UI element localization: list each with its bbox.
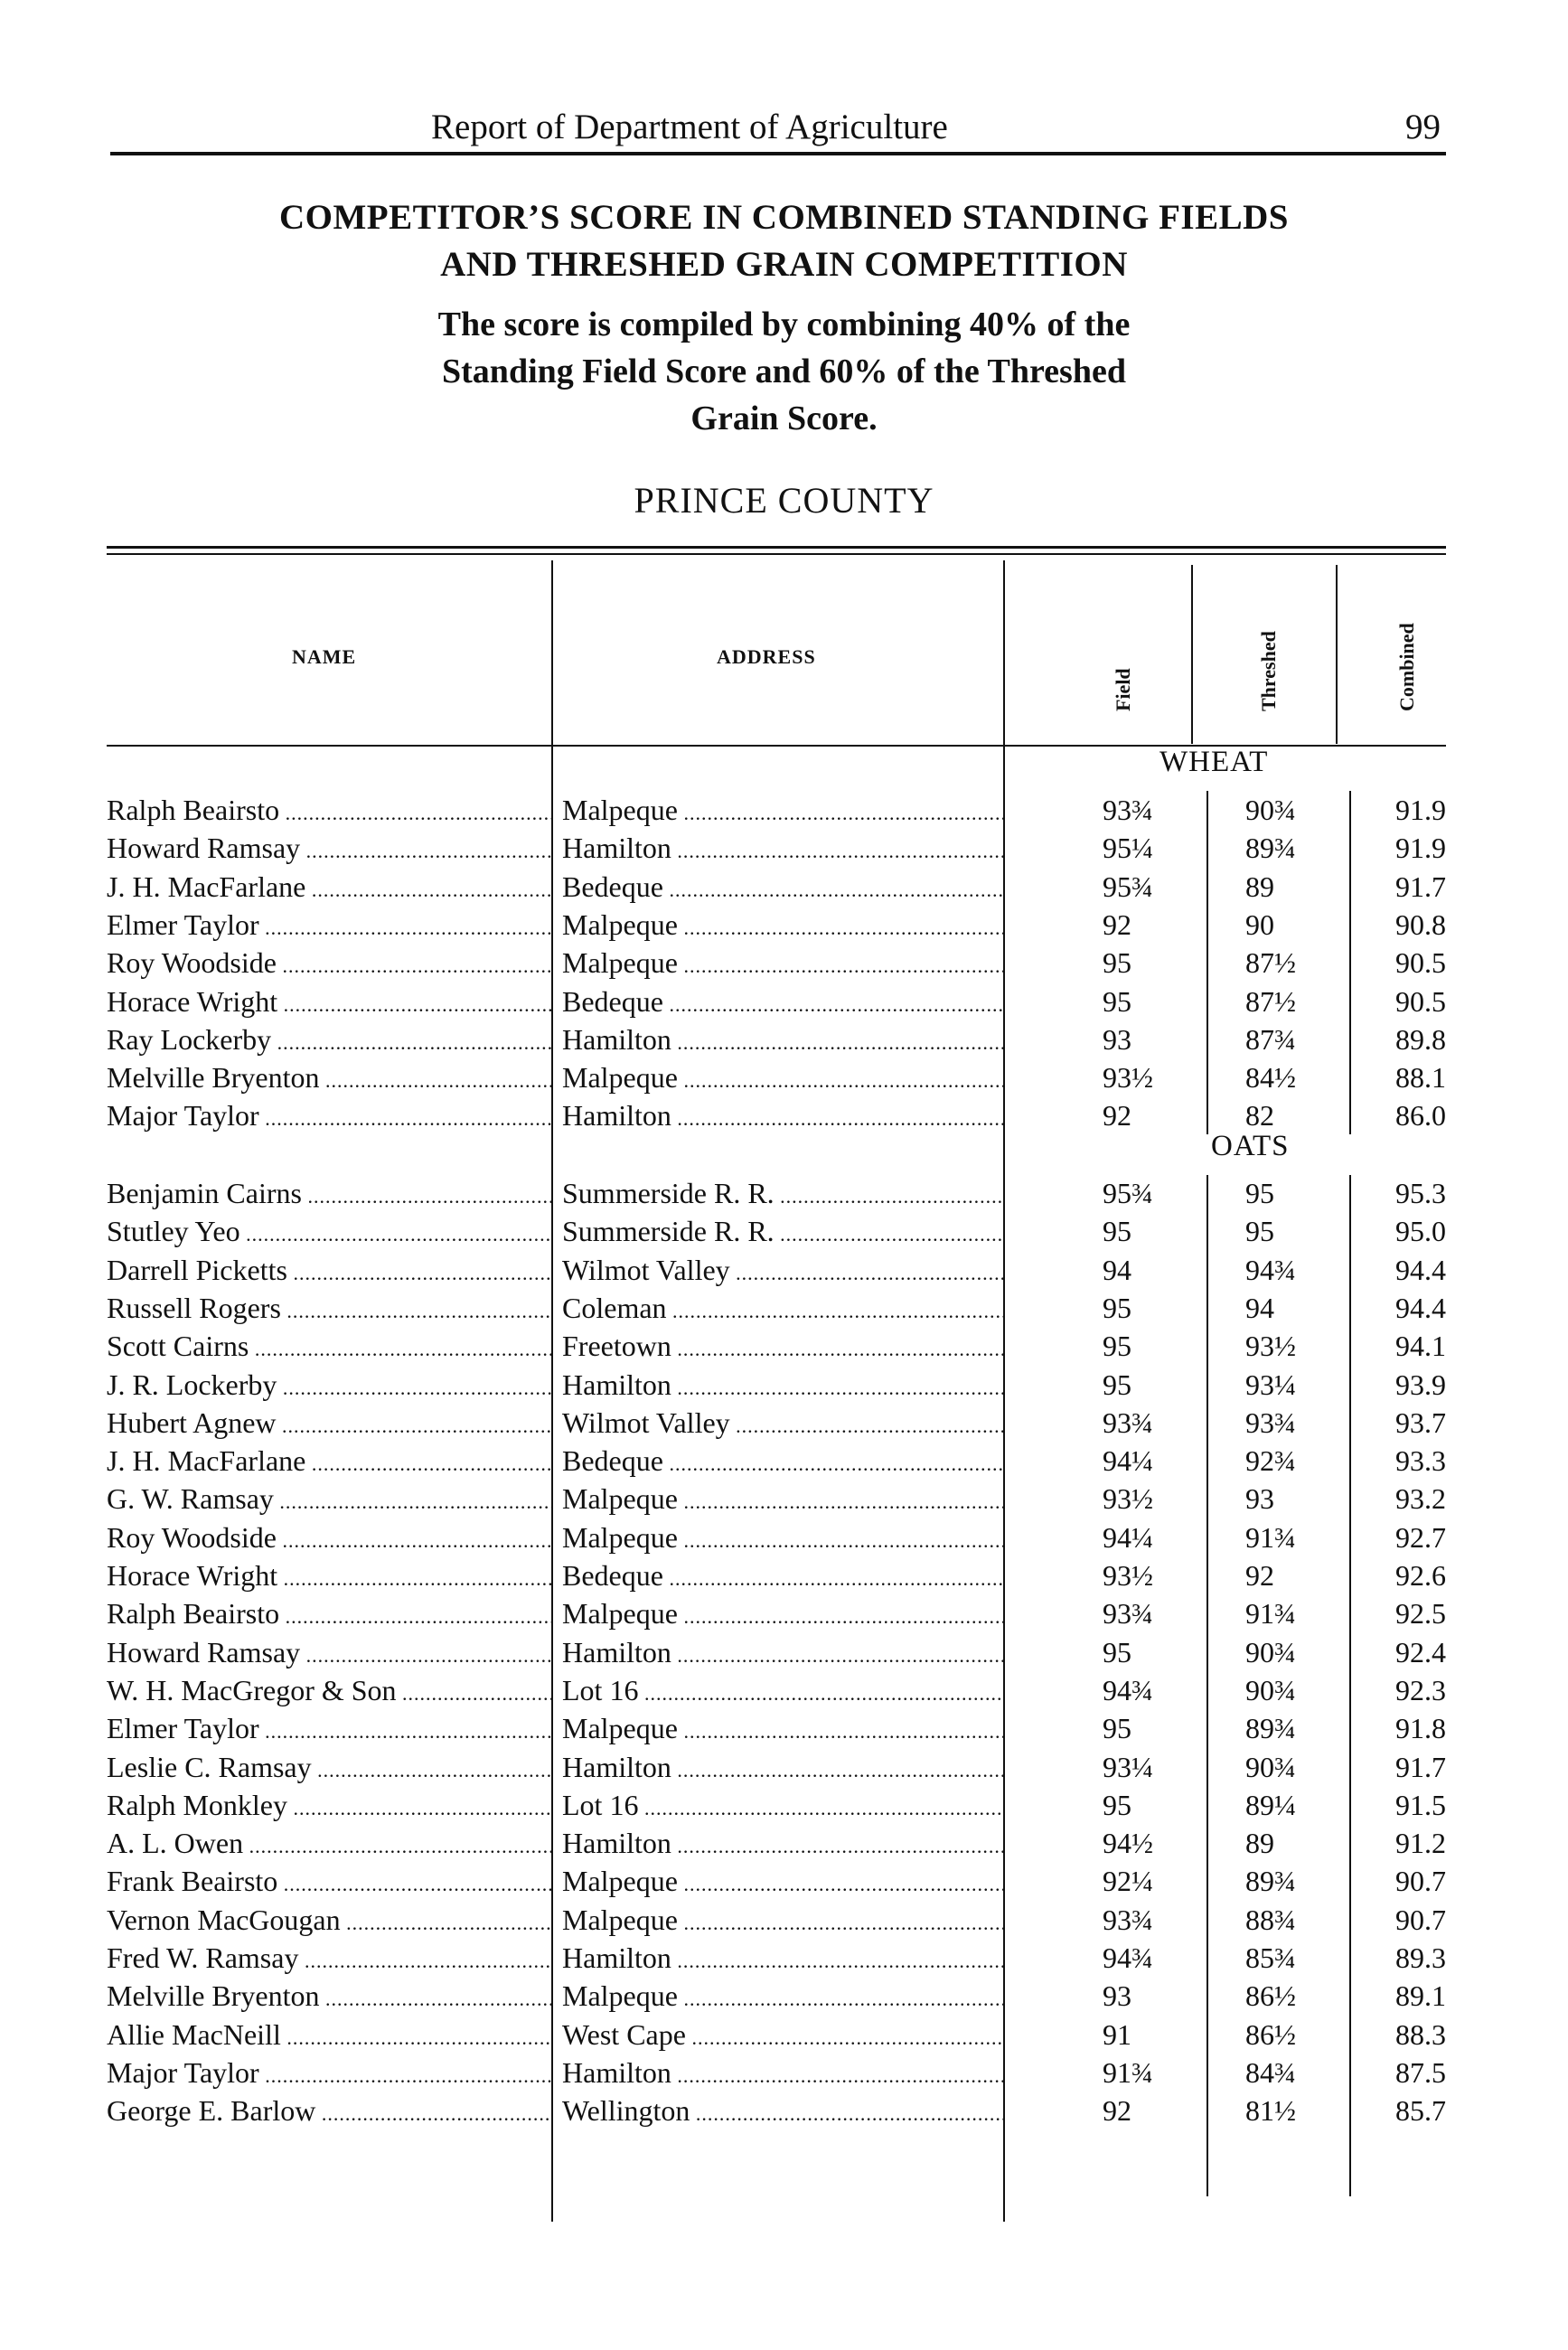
combined-score-cell: 92.6 — [1395, 1559, 1446, 1592]
combined-score-cell: 89.3 — [1395, 1941, 1446, 1974]
table-row — [0, 1254, 1568, 1292]
field-score-cell: 94¾ — [1103, 1941, 1153, 1974]
threshed-score-cell: 95 — [1245, 1215, 1274, 1248]
field-score-cell: 93½ — [1103, 1559, 1153, 1592]
table-row — [0, 1559, 1568, 1597]
table-row — [0, 1904, 1568, 1941]
field-score-cell: 95 — [1103, 1215, 1131, 1248]
name-cell: A. L. Owen ..... — [107, 1827, 553, 1860]
address-cell: Wilmot Valley ..... — [562, 1406, 1005, 1440]
field-score-cell: 92 — [1103, 2094, 1131, 2128]
name-cell: J. H. MacFarlane ..... — [107, 1444, 553, 1478]
threshed-score-cell: 90 — [1245, 907, 1274, 941]
name-cell: Ralph Beairsto ..... — [107, 1597, 553, 1631]
address-cell: Hamilton ..... — [562, 1099, 1005, 1133]
field-score-cell: 93¾ — [1103, 1405, 1153, 1439]
threshed-score-cell: 93¾ — [1245, 1405, 1296, 1439]
field-score-cell: 95 — [1103, 1368, 1131, 1401]
table-row — [0, 832, 1568, 870]
table-row — [0, 2018, 1568, 2056]
table-row — [0, 1636, 1568, 1674]
page-number: 99 — [1405, 108, 1441, 146]
field-score-cell: 95¾ — [1103, 1177, 1153, 1209]
threshed-score-cell: 89 — [1245, 1827, 1274, 1860]
table-row — [0, 1368, 1568, 1406]
column-header-field-label: Field — [1112, 668, 1134, 711]
name-cell: Leslie C. Ramsay ..... — [107, 1751, 553, 1784]
threshed-score-cell: 92¾ — [1245, 1444, 1296, 1478]
field-score-cell: 94¾ — [1103, 1673, 1153, 1706]
combined-score-cell: 90.7 — [1395, 1865, 1446, 1898]
name-cell: Ralph Beairsto ..... — [107, 794, 553, 827]
table-row — [0, 1406, 1568, 1444]
address-cell: Hamilton ..... — [562, 1827, 1005, 1860]
running-title: Report of Department of Agriculture — [431, 108, 948, 146]
table-row — [0, 908, 1568, 946]
threshed-score-cell: 94¾ — [1245, 1253, 1296, 1286]
field-score-cell: 93 — [1103, 1979, 1131, 2013]
name-cell: Elmer Taylor ..... — [107, 1712, 553, 1745]
table-row — [0, 1597, 1568, 1635]
table-row — [0, 794, 1568, 832]
table-row — [0, 1865, 1568, 1903]
name-cell: Frank Beairsto ..... — [107, 1865, 553, 1898]
field-score-cell: 95 — [1103, 1788, 1131, 1821]
name-cell: G. W. Ramsay ..... — [107, 1482, 553, 1516]
county-block — [0, 479, 1568, 522]
column-header-name: NAME — [292, 645, 357, 668]
name-cell: Melville Bryenton ..... — [107, 1061, 553, 1095]
combined-score-cell: 90.5 — [1395, 946, 1446, 980]
address-cell: Malpeque ..... — [562, 794, 1005, 827]
combined-score-cell: 93.2 — [1395, 1482, 1446, 1516]
address-cell: Bedeque ..... — [562, 1559, 1005, 1593]
address-cell: Malpeque ..... — [562, 946, 1005, 980]
name-cell: Scott Cairns ..... — [107, 1330, 553, 1363]
divider-combined-left-header — [1336, 565, 1338, 744]
threshed-score-cell: 93 — [1245, 1482, 1274, 1516]
name-cell: Darrell Picketts ..... — [107, 1254, 553, 1287]
table-row — [0, 2056, 1568, 2094]
name-cell: Horace Wright ..... — [107, 1559, 553, 1593]
subtitle-line-1: The score is compiled by combining 40% of the — [437, 306, 1131, 343]
combined-score-cell: 92.4 — [1395, 1635, 1446, 1668]
address-cell: Wilmot Valley ..... — [562, 1254, 1005, 1287]
title-line-2: AND THRESHED GRAIN COMPETITION — [440, 245, 1128, 284]
address-cell: Summerside R. R. ..... — [562, 1215, 1005, 1248]
title-block — [0, 194, 1568, 442]
address-cell: Bedeque ..... — [562, 985, 1005, 1019]
column-header-combined-label: Combined — [1395, 623, 1418, 711]
table-row — [0, 1521, 1568, 1559]
field-score-cell: 95 — [1103, 1712, 1131, 1745]
threshed-score-cell: 93¼ — [1245, 1368, 1296, 1401]
name-cell: Hubert Agnew ..... — [107, 1406, 553, 1440]
county-heading: PRINCE COUNTY — [634, 480, 934, 521]
threshed-score-cell: 81½ — [1245, 2094, 1296, 2128]
address-cell: Bedeque ..... — [562, 870, 1005, 904]
name-cell: Major Taylor ..... — [107, 2056, 553, 2090]
combined-score-cell: 93.7 — [1395, 1405, 1446, 1439]
address-cell: West Cape ..... — [562, 2018, 1005, 2052]
threshed-score-cell: 87½ — [1245, 946, 1296, 980]
field-score-cell: 93 — [1103, 1022, 1131, 1056]
name-cell: Benjamin Cairns ..... — [107, 1177, 553, 1210]
field-score-cell: 91¾ — [1103, 2055, 1153, 2089]
column-header-address: ADDRESS — [717, 645, 816, 668]
name-cell: Ray Lockerby ..... — [107, 1023, 553, 1057]
combined-score-cell: 89.1 — [1395, 1979, 1446, 2013]
address-cell: Malpeque ..... — [562, 1521, 1005, 1555]
name-cell: Howard Ramsay ..... — [107, 832, 553, 865]
field-score-cell: 95 — [1103, 1635, 1131, 1668]
table-row — [0, 1444, 1568, 1482]
combined-score-cell: 86.0 — [1395, 1099, 1446, 1133]
field-score-cell: 92¼ — [1103, 1865, 1153, 1898]
table-row — [0, 1330, 1568, 1368]
threshed-score-cell: 88¾ — [1245, 1903, 1296, 1936]
field-score-cell: 94½ — [1103, 1827, 1153, 1860]
combined-score-cell: 88.3 — [1395, 2017, 1446, 2051]
combined-score-cell: 92.7 — [1395, 1520, 1446, 1554]
threshed-score-cell: 89¾ — [1245, 1712, 1296, 1745]
field-score-cell: 93¼ — [1103, 1750, 1153, 1783]
combined-score-cell: 90.7 — [1395, 1903, 1446, 1936]
combined-score-cell: 87.5 — [1395, 2055, 1446, 2089]
combined-score-cell: 91.9 — [1395, 832, 1446, 865]
field-score-cell: 95¼ — [1103, 832, 1153, 865]
address-cell: Malpeque ..... — [562, 1712, 1005, 1745]
name-cell: Elmer Taylor ..... — [107, 908, 553, 942]
name-cell: Stutley Yeo ..... — [107, 1215, 553, 1248]
field-score-cell: 93¾ — [1103, 1597, 1153, 1631]
name-cell: George E. Barlow ..... — [107, 2094, 553, 2128]
page-header — [110, 107, 1446, 155]
name-cell: Roy Woodside ..... — [107, 946, 553, 980]
threshed-score-cell: 86½ — [1245, 2017, 1296, 2051]
threshed-score-cell: 91¾ — [1245, 1520, 1296, 1554]
table-top-rule — [107, 546, 1446, 549]
combined-score-cell: 91.5 — [1395, 1788, 1446, 1821]
combined-score-cell: 91.2 — [1395, 1827, 1446, 1860]
field-score-cell: 95 — [1103, 984, 1131, 1018]
combined-score-cell: 94.1 — [1395, 1330, 1446, 1363]
name-cell: Ralph Monkley ..... — [107, 1789, 553, 1822]
address-cell: Malpeque ..... — [562, 1904, 1005, 1937]
field-score-cell: 92 — [1103, 1099, 1131, 1133]
field-score-cell: 95 — [1103, 1291, 1131, 1324]
address-cell: Summerside R. R. ..... — [562, 1177, 1005, 1210]
table-row — [0, 1674, 1568, 1712]
table-row — [0, 1941, 1568, 1979]
threshed-score-cell: 90¾ — [1245, 1750, 1296, 1783]
column-header-threshed — [1251, 578, 1287, 723]
combined-score-cell: 89.8 — [1395, 1022, 1446, 1056]
field-score-cell: 93½ — [1103, 1061, 1153, 1095]
threshed-score-cell: 85¾ — [1245, 1941, 1296, 1974]
threshed-score-cell: 87¾ — [1245, 1022, 1296, 1056]
threshed-score-cell: 89¾ — [1245, 1865, 1296, 1898]
threshed-score-cell: 84½ — [1245, 1061, 1296, 1095]
combined-score-cell: 90.8 — [1395, 907, 1446, 941]
threshed-score-cell: 86½ — [1245, 1979, 1296, 2013]
threshed-score-cell: 92 — [1245, 1559, 1274, 1592]
combined-score-cell: 92.5 — [1395, 1597, 1446, 1631]
name-cell: Vernon MacGougan ..... — [107, 1904, 553, 1937]
table-row — [0, 1712, 1568, 1750]
field-score-cell: 94 — [1103, 1253, 1131, 1286]
threshed-score-cell: 90¾ — [1245, 794, 1296, 826]
name-cell: J. H. MacFarlane ..... — [107, 870, 553, 904]
threshed-score-cell: 89 — [1245, 870, 1274, 903]
address-cell: Hamilton ..... — [562, 832, 1005, 865]
combined-score-cell: 91.9 — [1395, 794, 1446, 826]
field-score-cell: 94¼ — [1103, 1520, 1153, 1554]
table-row — [0, 1215, 1568, 1253]
address-cell: Hamilton ..... — [562, 1636, 1005, 1669]
address-cell: Hamilton ..... — [562, 1941, 1005, 1975]
address-cell: Malpeque ..... — [562, 1979, 1005, 2013]
threshed-score-cell: 93½ — [1245, 1330, 1296, 1363]
name-cell: Fred W. Ramsay ..... — [107, 1941, 553, 1975]
combined-score-cell: 95.0 — [1395, 1215, 1446, 1248]
column-header-field — [1105, 578, 1141, 723]
combined-score-cell: 93.9 — [1395, 1368, 1446, 1401]
name-cell: Melville Bryenton ..... — [107, 1979, 553, 2013]
threshed-score-cell: 94 — [1245, 1291, 1274, 1324]
section-label-oats: OATS — [1211, 1130, 1290, 1162]
title-line-1: COMPETITOR’S SCORE IN COMBINED STANDING FIELDS — [279, 198, 1289, 237]
combined-score-cell: 85.7 — [1395, 2094, 1446, 2128]
threshed-score-cell: 95 — [1245, 1177, 1274, 1209]
table-row — [0, 1177, 1568, 1215]
combined-score-cell: 91.8 — [1395, 1712, 1446, 1745]
table-row — [0, 1789, 1568, 1827]
combined-score-cell: 92.3 — [1395, 1673, 1446, 1706]
address-cell: Freetown ..... — [562, 1330, 1005, 1363]
address-cell: Malpeque ..... — [562, 1597, 1005, 1631]
address-cell: Hamilton ..... — [562, 1751, 1005, 1784]
name-cell: Major Taylor ..... — [107, 1099, 553, 1133]
threshed-score-cell: 89¼ — [1245, 1788, 1296, 1821]
name-cell: Howard Ramsay ..... — [107, 1636, 553, 1669]
field-score-cell: 94¼ — [1103, 1444, 1153, 1478]
threshed-score-cell: 89¾ — [1245, 832, 1296, 865]
address-cell: Wellington ..... — [562, 2094, 1005, 2128]
field-score-cell: 92 — [1103, 907, 1131, 941]
subtitle-line-2: Standing Field Score and 60% of the Threshed — [442, 352, 1126, 390]
combined-score-cell: 94.4 — [1395, 1291, 1446, 1324]
address-cell: Bedeque ..... — [562, 1444, 1005, 1478]
address-cell: Malpeque ..... — [562, 1865, 1005, 1898]
name-cell: Horace Wright ..... — [107, 985, 553, 1019]
name-cell: J. R. Lockerby ..... — [107, 1368, 553, 1402]
divider-threshed-left-header — [1191, 565, 1193, 744]
field-score-cell: 95 — [1103, 946, 1131, 980]
combined-score-cell: 88.1 — [1395, 1061, 1446, 1095]
subtitle-line-3: Grain Score. — [690, 400, 878, 437]
threshed-score-cell: 87½ — [1245, 984, 1296, 1018]
threshed-score-cell: 91¾ — [1245, 1597, 1296, 1631]
field-score-cell: 95 — [1103, 1330, 1131, 1363]
name-cell: Roy Woodside ..... — [107, 1521, 553, 1555]
address-cell: Hamilton ..... — [562, 1368, 1005, 1402]
table-row — [0, 1023, 1568, 1061]
table-row — [0, 1751, 1568, 1789]
field-score-cell: 93¾ — [1103, 1903, 1153, 1936]
combined-score-cell: 91.7 — [1395, 1750, 1446, 1783]
combined-score-cell: 93.3 — [1395, 1444, 1446, 1478]
table-row — [0, 985, 1568, 1023]
table-row — [0, 1061, 1568, 1099]
table-row — [0, 1482, 1568, 1520]
threshed-score-cell: 82 — [1245, 1099, 1274, 1133]
table-top-rule-inner — [107, 553, 1446, 555]
table-row — [0, 1827, 1568, 1865]
column-header-combined — [1389, 578, 1425, 723]
field-score-cell: 93¾ — [1103, 794, 1153, 826]
address-cell: Coleman ..... — [562, 1292, 1005, 1325]
column-header-threshed-label: Threshed — [1257, 631, 1280, 711]
threshed-score-cell: 90¾ — [1245, 1635, 1296, 1668]
field-score-cell: 91 — [1103, 2017, 1131, 2051]
combined-score-cell: 94.4 — [1395, 1253, 1446, 1286]
address-cell: Malpeque ..... — [562, 1061, 1005, 1095]
combined-score-cell: 95.3 — [1395, 1177, 1446, 1209]
table-row — [0, 1099, 1568, 1137]
field-score-cell: 93½ — [1103, 1482, 1153, 1516]
name-cell: Allie MacNeill ..... — [107, 2018, 553, 2052]
table-row — [0, 1292, 1568, 1330]
address-cell: Lot 16 ..... — [562, 1674, 1005, 1707]
field-score-cell: 95¾ — [1103, 870, 1153, 903]
table-row — [0, 870, 1568, 908]
address-cell: Lot 16 ..... — [562, 1789, 1005, 1822]
address-cell: Malpeque ..... — [562, 908, 1005, 942]
threshed-score-cell: 90¾ — [1245, 1673, 1296, 1706]
address-cell: Malpeque ..... — [562, 1482, 1005, 1516]
address-cell: Hamilton ..... — [562, 1023, 1005, 1057]
name-cell: W. H. MacGregor & Son ..... — [107, 1674, 553, 1707]
threshed-score-cell: 84¾ — [1245, 2055, 1296, 2089]
table-row — [0, 1979, 1568, 2017]
address-cell: Hamilton ..... — [562, 2056, 1005, 2090]
table-row — [0, 946, 1568, 984]
combined-score-cell: 91.7 — [1395, 870, 1446, 903]
name-cell: Russell Rogers ..... — [107, 1292, 553, 1325]
table-row — [0, 2094, 1568, 2132]
section-label-wheat: WHEAT — [1160, 746, 1269, 778]
combined-score-cell: 90.5 — [1395, 984, 1446, 1018]
